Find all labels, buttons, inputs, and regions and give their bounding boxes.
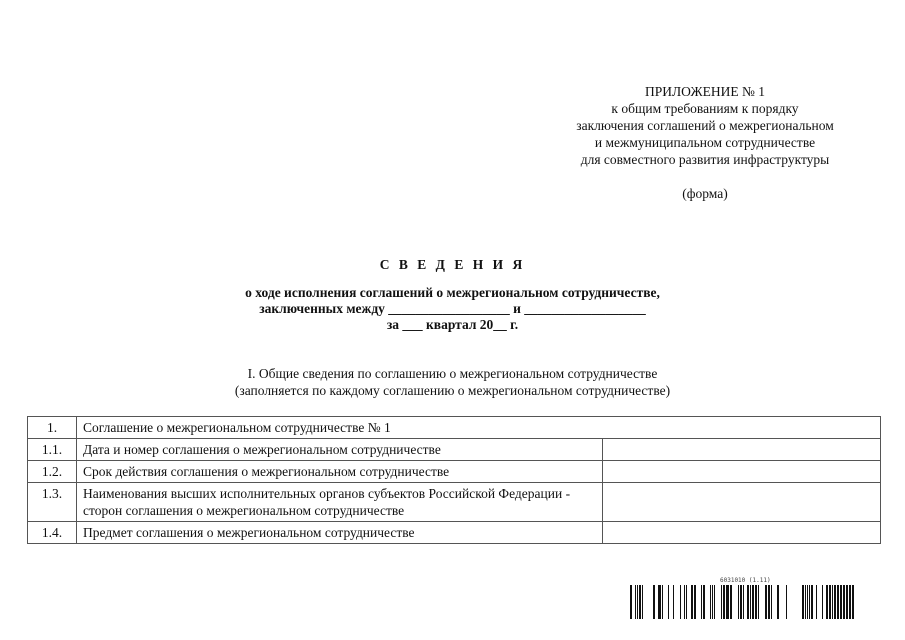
document-title: С В Е Д Е Н И Я (379, 257, 526, 272)
annex-block (540, 83, 870, 202)
annex-title: ПРИЛОЖЕНИЕ № 1 (644, 84, 766, 99)
row-label: Наименования высших исполнительных органов субъектов Российской Федерации - сторон соглашения о межрегиональном сотрудничестве (77, 483, 603, 522)
barcode-block (630, 577, 856, 619)
row-value-cell[interactable] (603, 461, 881, 483)
row-label: Предмет соглашения о межрегиональном сотрудничестве (77, 522, 603, 544)
row-number: 1.2. (28, 461, 77, 483)
row-value-cell[interactable] (603, 483, 881, 522)
form-note: (форма) (682, 186, 728, 201)
document-heading (0, 256, 905, 333)
table-row (28, 483, 881, 522)
table-row (28, 522, 881, 544)
annex-line: и межмуниципальном сотрудничестве (594, 135, 816, 150)
annex-line: к общим требованиям к порядку (611, 101, 799, 116)
barcode-icon (630, 585, 856, 619)
section-heading (0, 365, 905, 399)
heading-line: за ___ квартал 20__ г. (386, 317, 519, 332)
row-label: Срок действия соглашения о межрегиональном сотрудничестве (77, 461, 603, 483)
heading-subtitle (0, 285, 905, 333)
row-value-cell[interactable] (603, 522, 881, 544)
table-header-row (28, 417, 881, 439)
row-number: 1. (28, 417, 77, 439)
row-value-cell[interactable] (603, 439, 881, 461)
row-number: 1.1. (28, 439, 77, 461)
table-row (28, 439, 881, 461)
row-label: Соглашение о межрегиональном сотрудничестве № 1 (77, 417, 881, 439)
row-number: 1.3. (28, 483, 77, 522)
annex-line: для совместного развития инфраструктуры (580, 152, 830, 167)
section-note: (заполняется по каждому соглашению о межрегиональном сотрудничестве) (234, 383, 671, 398)
heading-line: о ходе исполнения соглашений о межрегиональном сотрудничестве, (245, 285, 660, 300)
agreement-info-table (27, 416, 881, 544)
barcode-number: 6031010 (1.11) (720, 577, 771, 584)
row-label: Дата и номер соглашения о межрегиональном сотрудничестве (77, 439, 603, 461)
heading-line: заключенных между __________________ и __________________ (259, 301, 646, 316)
annex-line: заключения соглашений о межрегиональном (576, 118, 834, 133)
section-title: I. Общие сведения по соглашению о межрегиональном сотрудничестве (247, 366, 658, 381)
table-row (28, 461, 881, 483)
row-number: 1.4. (28, 522, 77, 544)
